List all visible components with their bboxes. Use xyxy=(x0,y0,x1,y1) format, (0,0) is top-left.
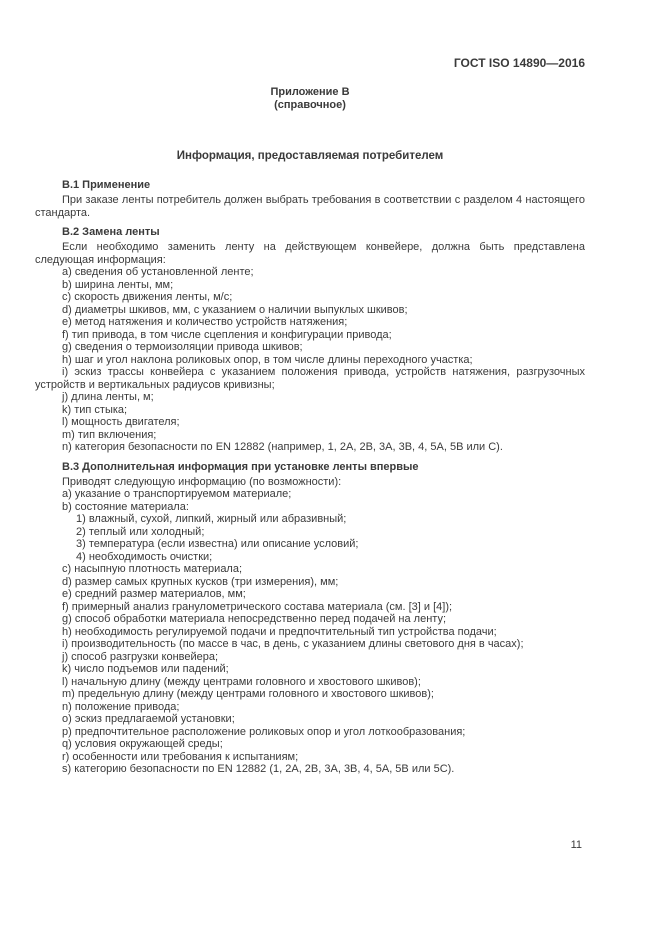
list-item: s) категорию безопасности по EN 12882 (1, 2A, 2B, 3A, 3B, 4, 5A, 5B или 5C). xyxy=(62,763,455,775)
list-item: l) мощность двигателя; xyxy=(62,416,180,428)
annex-title: Приложение В xyxy=(270,86,350,98)
list-item: p) предпочтительное расположение роликовых опор и угол лоткообразования; xyxy=(62,725,466,738)
list-item: i) эскиз трассы конвейера с указанием положения привода, устройств натяжения, разгрузочных устройств и вертикальных радиусов кривизны; xyxy=(35,366,585,391)
section-heading: В.1 Применение xyxy=(62,179,151,191)
list-item: i) производительность (по массе в час, в день, с указанием длины светового дня в часах); xyxy=(62,638,524,650)
list-item: n) положение привода; xyxy=(62,700,180,713)
list-item: a) сведения об установленной ленте; xyxy=(62,266,254,278)
section xyxy=(35,179,585,219)
annex-subtitle: (справочное) xyxy=(274,99,346,111)
list-item: f) тип привода, в том числе сцепления и конфигурации привода; xyxy=(62,328,392,341)
list-item: o) эскиз предлагаемой установки; xyxy=(62,713,235,725)
list-item: e) метод натяжения и количество устройств натяжения; xyxy=(62,316,348,328)
section xyxy=(35,461,585,776)
section xyxy=(35,226,585,454)
list-item: h) необходимость регулируемой подачи и предпочтительный тип устройства подачи; xyxy=(62,625,497,638)
list-item: k) тип стыка; xyxy=(62,403,128,416)
section-heading: В.2 Замена ленты xyxy=(62,226,160,238)
annex-heading xyxy=(35,86,585,112)
list-item: m) тип включения; xyxy=(62,428,157,441)
list-item: e) средний размер материалов, мм; xyxy=(62,588,246,600)
doc-reference: ГОСТ ISO 14890—2016 xyxy=(453,56,585,70)
list-item: g) способ обработки материала непосредственно перед подачей на ленту; xyxy=(62,613,447,625)
sub-list-item: 1) влажный, сухой, липкий, жирный или абразивный; xyxy=(76,513,347,525)
list-item: f) примерный анализ гранулометрического состава материала (см. [3] и [4]); xyxy=(62,600,453,613)
page-title: Информация, предоставляемая потребителем xyxy=(176,150,444,162)
list-item: m) предельную длину (между центрами головного и хвостового шкивов); xyxy=(62,688,434,700)
list-item: k) число подъемов или падений; xyxy=(62,663,229,675)
list-item: h) шаг и угол наклона роликовых опор, в том числе длины переходного участка; xyxy=(62,353,473,366)
list-item: d) размер самых крупных кусков (три измерения), мм; xyxy=(62,575,339,588)
list-item: b) ширина ленты, мм; xyxy=(62,278,174,291)
list-item: n) категория безопасности по EN 12882 (например, 1, 2A, 2B, 3A, 3B, 4, 5A, 5B или C). xyxy=(62,441,503,453)
list-item: c) скорость движения ленты, м/с; xyxy=(62,291,233,303)
sections-container xyxy=(35,179,585,776)
list-item: a) указание о транспортируемом материале; xyxy=(62,488,292,500)
list-item: d) диаметры шкивов, мм, с указанием о наличии выпуклых шкивов; xyxy=(62,303,408,316)
sub-list-item: 4) необходимость очистки; xyxy=(76,550,213,563)
list-item: l) начальную длину (между центрами головного и хвостового шкивов); xyxy=(62,675,421,688)
sub-list-item: 2) теплый или холодный; xyxy=(76,525,205,538)
sub-list-item: 3) температура (если известна) или описание условий; xyxy=(76,538,359,550)
list-item: b) состояние материала: xyxy=(62,500,189,513)
section-intro: При заказе ленты потребитель должен выбрать требования в соответствии с разделом 4 настоящего стандарта. xyxy=(35,194,585,219)
section-intro: Приводят следующую информацию (по возможности): xyxy=(62,475,342,488)
section-heading: В.3 Дополнительная информация при установке ленты впервые xyxy=(62,460,419,473)
list-item: j) способ разгрузки конвейера; xyxy=(62,650,219,663)
page-number: 11 xyxy=(570,839,582,851)
list-item: c) насыпную плотность материала; xyxy=(62,563,243,575)
section-intro: Если необходимо заменить ленту на действующем конвейере, должна быть представлена следующая информация: xyxy=(35,241,585,266)
list-item: r) особенности или требования к испытаниям; xyxy=(62,750,299,763)
list-item: g) сведения о термоизоляции привода шкивов; xyxy=(62,341,303,353)
list-item: j) длина ленты, м; xyxy=(62,391,154,403)
list-item: q) условия окружающей среды; xyxy=(62,738,223,750)
